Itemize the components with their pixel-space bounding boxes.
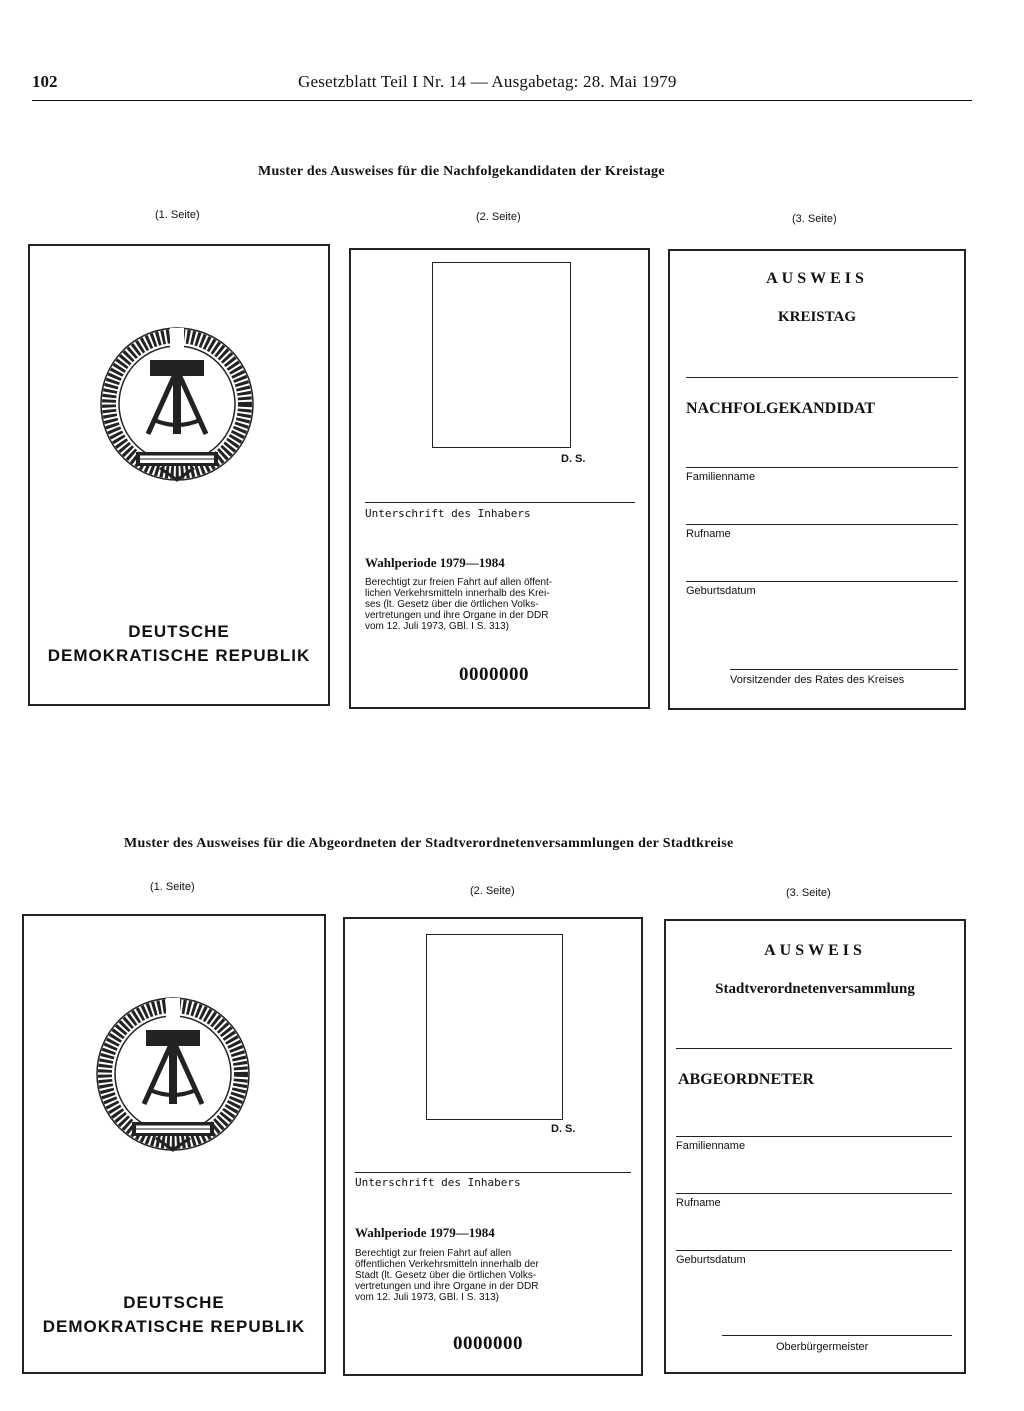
signature-line (365, 502, 635, 503)
field-line-firstname (676, 1193, 952, 1194)
ausweis-title: AUSWEIS (766, 270, 868, 287)
page-label-2: (2. Seite) (476, 211, 521, 223)
header-rule (32, 100, 972, 101)
gdr-emblem-icon (100, 326, 254, 488)
country-name-line2: DEMOKRATISCHE REPUBLIK (47, 646, 311, 665)
ausweis-title: AUSWEIS (764, 942, 866, 959)
signature-label: Unterschrift des Inhabers (365, 507, 531, 520)
field-line-birthdate (686, 581, 958, 582)
page-label-1: (1. Seite) (150, 881, 195, 893)
page-label-1: (1. Seite) (155, 209, 200, 221)
signer-line (722, 1335, 952, 1336)
section-title-kreistag: Muster des Ausweises für die Nachfolgekandidaten der Kreistage (258, 164, 665, 179)
assembly-name: KREISTAG (777, 309, 857, 325)
field-label-surname: Familienname (676, 1140, 746, 1152)
field-label-firstname: Rufname (686, 528, 731, 540)
field-label-birthdate: Geburtsdatum (676, 1254, 746, 1266)
seal-mark: D. S. (561, 453, 586, 465)
id-card-identity-page (664, 919, 966, 1374)
assembly-name: Stadtverordnetenversammlung (715, 981, 915, 997)
gdr-emblem-icon (96, 996, 250, 1158)
holder-role: NACHFOLGEKANDIDAT (686, 400, 876, 417)
serial-number: 0000000 (459, 664, 529, 685)
field-label-surname: Familienname (686, 471, 756, 483)
seal-mark: D. S. (551, 1123, 576, 1135)
id-card-cover (22, 914, 326, 1374)
field-line-firstname (686, 524, 958, 525)
divider (676, 1048, 952, 1049)
validity-text: Berechtigt zur freien Fahrt auf allen öffent- lichen Verkehrsmitteln innerhalb des Krei- ses (lt. Gesetz über die örtlichen Volks- vertretungen und ihre Organe in der DDR vom 12. Juli 1973, GBl. I S. 313) (365, 577, 553, 632)
page-label-3: (3. Seite) (792, 213, 837, 225)
photo-box (432, 262, 571, 448)
page-label-2: (2. Seite) (470, 885, 515, 897)
page-label-3: (3. Seite) (786, 887, 831, 899)
page-number: 102 (32, 72, 58, 91)
signature-label: Unterschrift des Inhabers (355, 1176, 521, 1189)
field-line-birthdate (676, 1250, 952, 1251)
running-head: Gesetzblatt Teil I Nr. 14 — Ausgabetag: 28. Mai 1979 (298, 72, 677, 91)
validity-text: Berechtigt zur freien Fahrt auf allen öffentlichen Verkehrsmitteln innerhalb der Stadt (lt. Gesetz über die örtlichen Volks- vertretungen und ihre Organe in der DDR vom 12. Juli 1973, GBl. I S. 313) (355, 1248, 539, 1303)
id-card-cover (28, 244, 330, 706)
divider (686, 377, 958, 378)
field-line-surname (686, 467, 958, 468)
section-title-stadtkreise: Muster des Ausweises für die Abgeordneten der Stadtverordnetenversammlungen der Stadtkreise (124, 836, 734, 851)
signature-line (355, 1172, 631, 1173)
photo-box (426, 934, 563, 1120)
serial-number: 0000000 (453, 1333, 523, 1354)
field-line-surname (676, 1136, 952, 1137)
field-label-firstname: Rufname (676, 1197, 721, 1209)
id-card-identity-page (668, 249, 966, 710)
country-name-line2: DEMOKRATISCHE REPUBLIK (42, 1317, 306, 1336)
signer-line (730, 669, 958, 670)
validity-period: Wahlperiode 1979—1984 (355, 1225, 495, 1240)
country-name-line1: DEUTSCHE (123, 1293, 225, 1312)
id-card-photo-page (343, 917, 643, 1376)
signer-label: Vorsitzender des Rates des Kreises (730, 674, 905, 686)
country-name-line1: DEUTSCHE (128, 622, 230, 641)
field-label-birthdate: Geburtsdatum (686, 585, 756, 597)
signer-label: Oberbürgermeister (776, 1341, 869, 1353)
validity-period: Wahlperiode 1979—1984 (365, 555, 505, 570)
id-card-photo-page (349, 248, 650, 709)
holder-role: ABGEORDNETER (678, 1071, 815, 1088)
